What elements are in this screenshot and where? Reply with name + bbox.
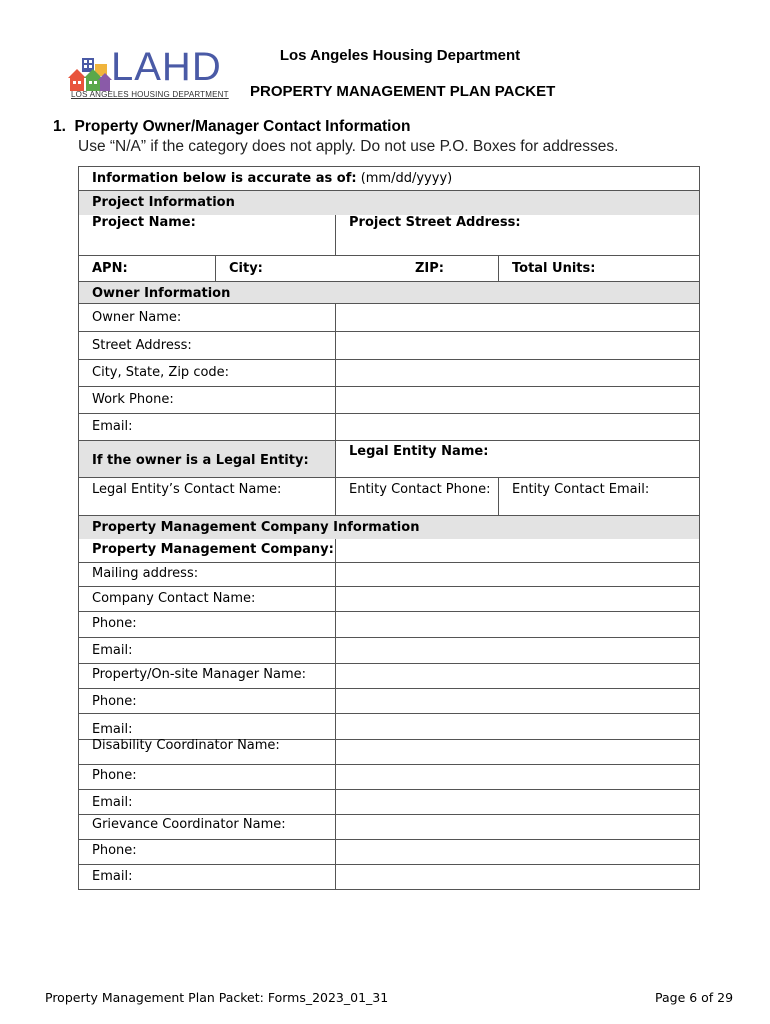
section-instruction: Use “N/A” if the category does not apply. Do not use P.O. Boxes for addresses.: [78, 138, 619, 155]
project-name-field[interactable]: Project Name:: [92, 215, 196, 230]
company-contact-input[interactable]: [335, 587, 699, 611]
apn-row: [79, 256, 699, 282]
mailing-address-label: Mailing address:: [92, 566, 199, 581]
owner-email-input[interactable]: [335, 414, 699, 440]
legal-contact-name-field[interactable]: Legal Entity’s Contact Name:: [92, 482, 282, 497]
company-contact-row: [79, 587, 699, 612]
logo-subtext: LOS ANGELES HOUSING DEPARTMENT: [71, 90, 229, 99]
grievance-phone-input[interactable]: [335, 840, 699, 864]
manager-email-disability-row: [79, 714, 699, 740]
grievance-email-input[interactable]: [335, 865, 699, 889]
pm-phone-row: [79, 612, 699, 638]
accurate-as-of-label: Information below is accurate as of:: [92, 171, 357, 186]
project-address-field[interactable]: Project Street Address:: [335, 215, 699, 255]
pm-info-heading: Property Management Company Information: [92, 520, 420, 535]
owner-name-row: [79, 304, 699, 332]
date-format-hint: (mm/dd/yyyy): [356, 171, 453, 186]
footer-document-name: Property Management Plan Packet: Forms_2023_01_31: [45, 990, 389, 1005]
grievance-coordinator-input[interactable]: [335, 815, 699, 839]
owner-info-heading: Owner Information: [92, 286, 231, 301]
pm-company-input[interactable]: [335, 539, 699, 562]
onsite-manager-label: Property/On-site Manager Name:: [92, 667, 307, 682]
owner-email-row: [79, 414, 699, 441]
manager-email-disability-label: [79, 714, 335, 739]
city-state-zip-input[interactable]: [335, 360, 699, 386]
grievance-phone-label: Phone:: [92, 843, 137, 858]
pm-info-header: [79, 516, 699, 539]
grievance-phone-row: [79, 840, 699, 865]
street-address-input[interactable]: [335, 332, 699, 359]
grievance-coordinator-label: Grievance Coordinator Name:: [92, 817, 286, 832]
legal-contact-row: [79, 478, 699, 516]
city-field[interactable]: City:: [215, 256, 402, 281]
disability-phone-input[interactable]: [335, 765, 699, 789]
grievance-email-row: [79, 865, 699, 889]
apn-field[interactable]: APN:: [92, 261, 128, 276]
owner-name-label: Owner Name:: [92, 310, 182, 325]
city-state-zip-row: [79, 360, 699, 387]
entity-contact-phone-field[interactable]: Entity Contact Phone:: [335, 478, 498, 515]
accurate-as-of-row: [79, 167, 699, 191]
street-address-row: [79, 332, 699, 360]
disability-phone-spacer: [79, 740, 335, 765]
disability-email-input[interactable]: [335, 790, 699, 814]
pm-company-row: [79, 539, 699, 563]
work-phone-row: [79, 387, 699, 414]
contact-information-form: [78, 166, 700, 890]
grievance-email-label: Email:: [92, 869, 133, 884]
project-name-row: [79, 215, 699, 256]
manager-email-label: Email:: [92, 722, 133, 737]
footer-page-number: Page 6 of 29: [655, 990, 734, 1005]
project-info-header: [79, 191, 699, 215]
work-phone-input[interactable]: [335, 387, 699, 413]
pm-email-label: Email:: [92, 643, 133, 658]
disability-phone-row2: [79, 765, 699, 790]
pm-phone-input[interactable]: [335, 612, 699, 637]
owner-info-header: [79, 282, 699, 304]
manager-phone-input[interactable]: [335, 689, 699, 713]
disability-coordinator-input[interactable]: [335, 740, 699, 764]
disability-email-label: Email:: [92, 795, 133, 810]
manager-email-input[interactable]: [335, 714, 699, 739]
owner-email-label: Email:: [92, 419, 133, 434]
manager-phone-row: [79, 689, 699, 714]
department-name: Los Angeles Housing Department: [279, 47, 521, 64]
pm-company-label: Property Management Company:: [92, 542, 334, 557]
legal-entity-name-field[interactable]: Legal Entity Name:: [335, 441, 699, 477]
entity-contact-email-field[interactable]: Entity Contact Email:: [498, 478, 699, 515]
work-phone-label: Work Phone:: [92, 392, 174, 407]
disability-phone-row: [79, 740, 699, 765]
logo-text: LAHD: [111, 45, 222, 89]
legal-entity-question: If the owner is a Legal Entity:: [79, 441, 335, 477]
pm-email-row: [79, 638, 699, 664]
mailing-address-row: [79, 563, 699, 587]
onsite-manager-input[interactable]: [335, 664, 699, 688]
manager-phone-label: Phone:: [92, 694, 137, 709]
disability-coordinator-label: Disability Coordinator Name:: [92, 738, 280, 753]
company-contact-label: Company Contact Name:: [92, 591, 256, 606]
disability-email-row: [79, 790, 699, 815]
legal-entity-row: [79, 441, 699, 478]
city-state-zip-label: City, State, Zip code:: [92, 365, 230, 380]
onsite-manager-row: [79, 664, 699, 689]
grievance-row: [79, 815, 699, 840]
mailing-address-input[interactable]: [335, 563, 699, 586]
zip-field[interactable]: ZIP:: [415, 261, 444, 276]
project-info-heading: Project Information: [92, 195, 235, 210]
total-units-field[interactable]: Total Units:: [498, 256, 699, 281]
street-address-label: Street Address:: [92, 338, 192, 353]
document-title: PROPERTY MANAGEMENT PLAN PACKET: [250, 83, 556, 100]
section-heading: 1. Property Owner/Manager Contact Information: [53, 118, 411, 135]
pm-phone-label: Phone:: [92, 616, 137, 631]
accurate-as-of-field[interactable]: [79, 167, 699, 190]
owner-name-input[interactable]: [335, 304, 699, 331]
disability-phone-label: Phone:: [92, 768, 137, 783]
pm-email-input[interactable]: [335, 638, 699, 663]
